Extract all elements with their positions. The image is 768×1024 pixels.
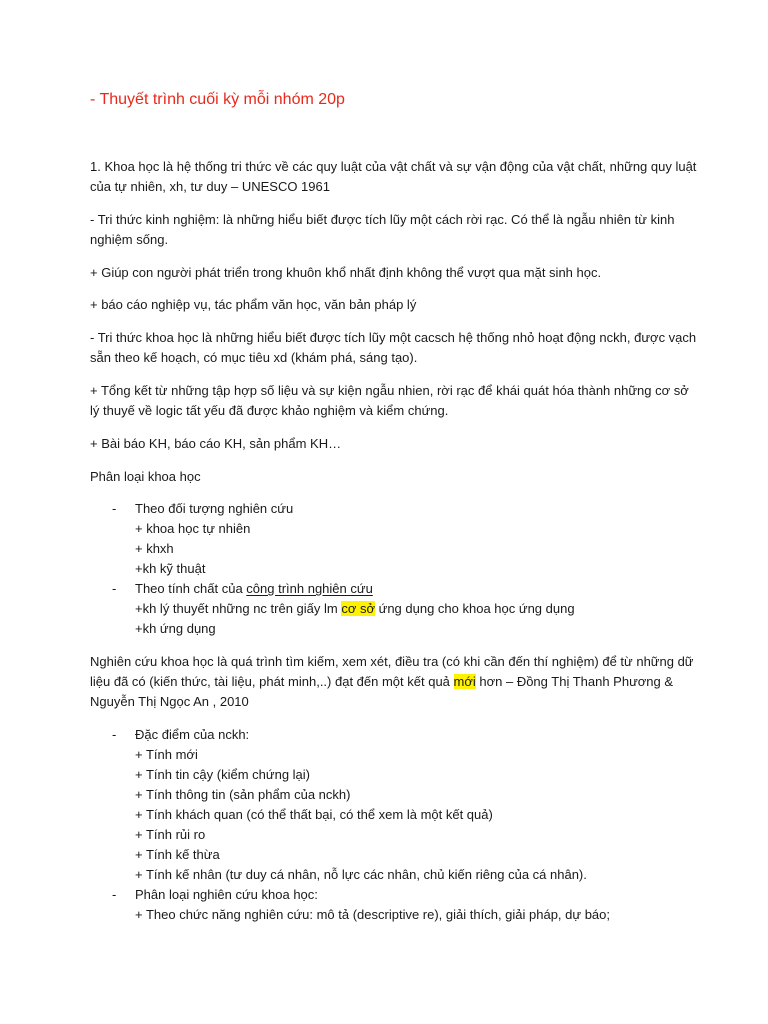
paragraph-3: + Giúp con người phát triển trong khuôn khổ nhất định không thể vượt qua mặt sinh học. xyxy=(90,265,602,280)
list-subitem: + Tính thông tin (sản phẩm của nckh) xyxy=(135,787,351,802)
list-subitem: + Tính kế nhân (tư duy cá nhân, nỗ lực các nhân, chủ kiến riêng của cá nhân). xyxy=(135,867,587,882)
list-subitem xyxy=(135,599,575,619)
list-bullet: - xyxy=(112,581,117,596)
paragraph-9-line-3: Nguyễn Thị Ngọc An , 2010 xyxy=(90,694,249,709)
list-subitem: + Tính mới xyxy=(135,747,198,762)
highlighted-text: cơ sở xyxy=(341,601,376,616)
section-heading-classification: Phân loại khoa học xyxy=(90,469,201,484)
paragraph-text: liệu đã có (kiến thức, tài liệu, phát minh,..) đạt đến một kết quả xyxy=(90,674,454,689)
paragraph-1-line-2: của tự nhiên, xh, tư duy – UNESCO 1961 xyxy=(90,179,330,194)
list-subitem: + Tính tin cậy (kiểm chứng lại) xyxy=(135,767,311,782)
list-subitem: + Tính rủi ro xyxy=(135,827,206,842)
paragraph-5-line-2: sẵn theo kế hoạch, có mục tiêu xd (khám phá, sáng tạo). xyxy=(90,350,418,365)
list-subitem-text: ứng dụng cho khoa học ứng dụng xyxy=(375,601,575,616)
list-bullet: - xyxy=(112,501,117,516)
paragraph-1-line-1: 1. Khoa học là hệ thống tri thức về các quy luật của vật chất và sự vận động của vật chất, những quy luật xyxy=(90,159,697,174)
list-subitem: +kh kỹ thuật xyxy=(135,561,206,576)
paragraph-2-line-2: nghiệm sống. xyxy=(90,232,169,247)
list-subitem: + Tính kế thừa xyxy=(135,847,220,862)
list-subitem: + Tính khách quan (có thể thất bại, có thể xem là một kết quả) xyxy=(135,807,493,822)
list-subitem: +kh ứng dụng xyxy=(135,621,216,636)
list-subitem-text: +kh lý thuyết những nc trên giấy lm xyxy=(135,601,342,616)
list-subitem: + khoa học tự nhiên xyxy=(135,521,251,536)
paragraph-4: + báo cáo nghiệp vụ, tác phẩm văn học, văn bản pháp lý xyxy=(90,297,417,312)
paragraph-6-line-2: lý thuyế về logic tất yếu đã được khảo nghiệm và kiểm chứng. xyxy=(90,403,449,418)
list-subitem: + Theo chức năng nghiên cứu: mô tả (descriptive re), giải thích, giải pháp, dự báo; xyxy=(135,907,611,922)
paragraph-2-line-1: - Tri thức kinh nghiệm: là những hiểu biết được tích lũy một cách rời rạc. Có thể là ngẫu nhiên từ kinh xyxy=(90,212,675,227)
highlighted-text: mới xyxy=(453,674,476,689)
page-title: - Thuyết trình cuối kỳ mỗi nhóm 20p xyxy=(90,91,345,108)
list-bullet: - xyxy=(112,887,117,902)
list-item: Phân loại nghiên cứu khoa học: xyxy=(135,887,318,902)
underlined-text: công trình nghiên cứu xyxy=(246,581,373,596)
list-bullet: - xyxy=(112,727,117,742)
paragraph-9-line-1: Nghiên cứu khoa học là quá trình tìm kiếm, xem xét, điều tra (có khi cần đến thí nghiệm) để từ những dữ xyxy=(90,654,694,669)
list-item: Đặc điểm của nckh: xyxy=(135,727,250,742)
paragraph-9-line-2 xyxy=(90,672,673,692)
paragraph-7: + Bài báo KH, báo cáo KH, sản phẩm KH… xyxy=(90,436,342,451)
list-item xyxy=(135,579,373,599)
list-item: Theo đối tượng nghiên cứu xyxy=(135,501,294,516)
paragraph-5-line-1: - Tri thức khoa học là những hiểu biết được tích lũy một cacsch hệ thống nhỏ hoạt động nckh, được vạch xyxy=(90,330,697,345)
list-subitem: + khxh xyxy=(135,541,174,556)
paragraph-text: hơn – Đồng Thị Thanh Phương & xyxy=(475,674,674,689)
list-item-text: Theo tính chất của xyxy=(135,581,247,596)
paragraph-6-line-1: + Tổng kết từ những tập hợp số liệu và sự kiện ngẫu nhien, rời rạc để khái quát hóa thành những cơ sở xyxy=(90,383,689,398)
